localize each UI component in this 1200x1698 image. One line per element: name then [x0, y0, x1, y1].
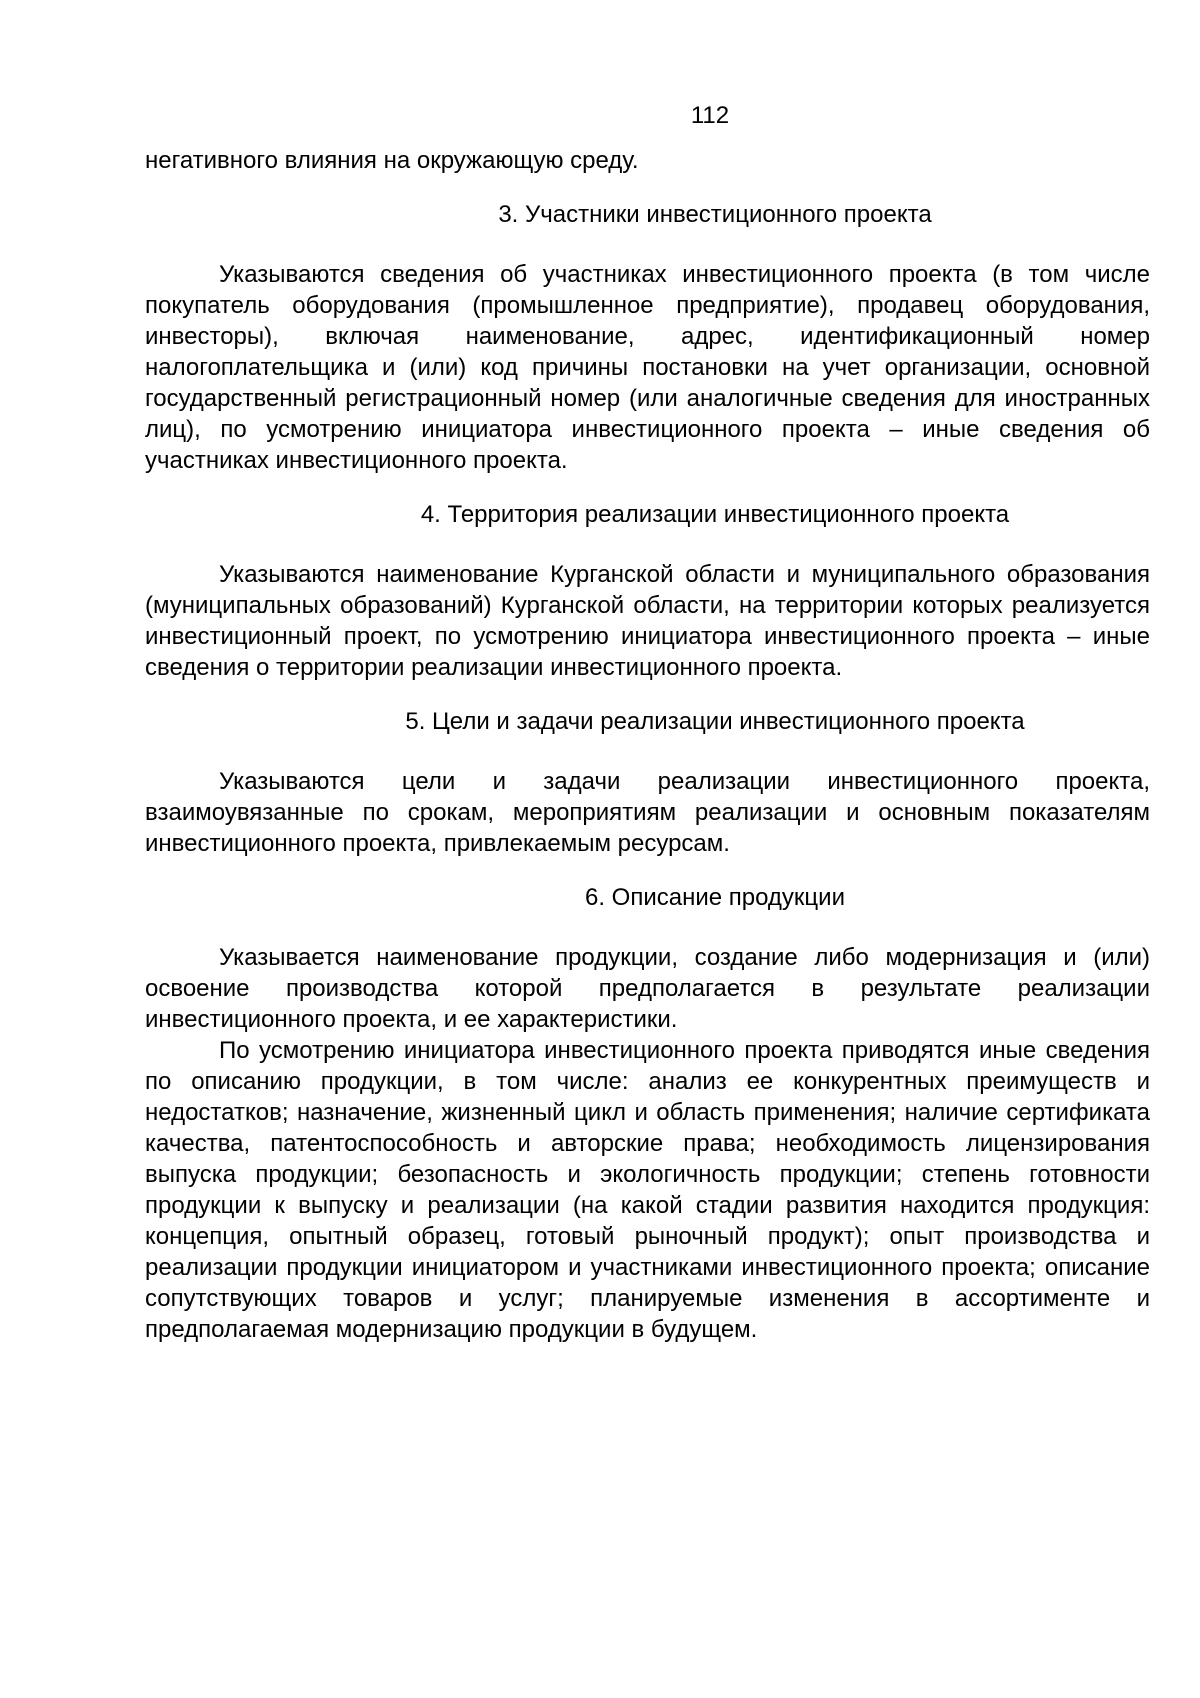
- section-heading-products: 6. Описание продукции: [584, 884, 845, 911]
- section-paragraph-products-2: По усмотрению инициатора инвестиционного проекта приводятся иные сведения по описанию продукции, в том числе: анализ ее конкурентных преимуществ и недостатков; назначение, жизненный цикл и область применения; наличие сертификата качества, патентоспособность и авторские права; необходимость лицензирования выпуска продукции; безопасность и экологичность продукции; степень готовности продукции к выпуску и реализации (на какой стадии развития находится продукция: концепция, опытный образец, готовый рыночный продукт); опыт производства и реализации продукции инициатором и участниками инвестиционного проекта; описание сопутствующих товаров и услуг; планируемые изменения в ассортименте и предполагаемая модернизацию продукции в будущем.: [145, 1037, 1150, 1343]
- section-heading-participants: 3. Участники инвестиционного проекта: [498, 201, 932, 228]
- section-paragraph-participants: Указываются сведения об участниках инвестиционного проекта (в том числе покупатель оборудования (промышленное предприятие), продавец оборудования, инвесторы), включая наименование, адрес, идентификационный номер налогоплательщика и (или) код причины постановки на учет организации, основной государственный регистрационный номер (или аналогичные сведения для иностранных лиц), по усмотрению инициатора инвестиционного проекта – иные сведения об участниках инвестиционного проекта.: [145, 261, 1150, 474]
- page-number: 112: [690, 102, 730, 129]
- section-paragraph-territory: Указываются наименование Курганской области и муниципального образования (муниципальных образований) Курганской области, на территории которых реализуется инвестиционный проект, по усмотрению инициатора инвестиционного проекта – иные сведения о территории реализации инвестиционного проекта.: [145, 561, 1150, 681]
- section-paragraph-products-1: Указывается наименование продукции, создание либо модернизация и (или) освоение производства которой предполагается в результате реализации инвестиционного проекта, и ее характеристики.: [145, 944, 1150, 1033]
- section-heading-goals: 5. Цели и задачи реализации инвестиционного проекта: [405, 708, 1025, 735]
- section-heading-territory: 4. Территория реализации инвестиционного проекта: [420, 501, 1010, 528]
- intro-paragraph: негативного влияния на окружающую среду.: [145, 147, 639, 174]
- page-content: [145, 100, 1150, 1345]
- section-paragraph-goals: Указываются цели и задачи реализации инвестиционного проекта, взаимоувязанные по срокам, мероприятиям реализации и основным показателям инвестиционного проекта, привлекаемым ресурсам.: [145, 768, 1150, 857]
